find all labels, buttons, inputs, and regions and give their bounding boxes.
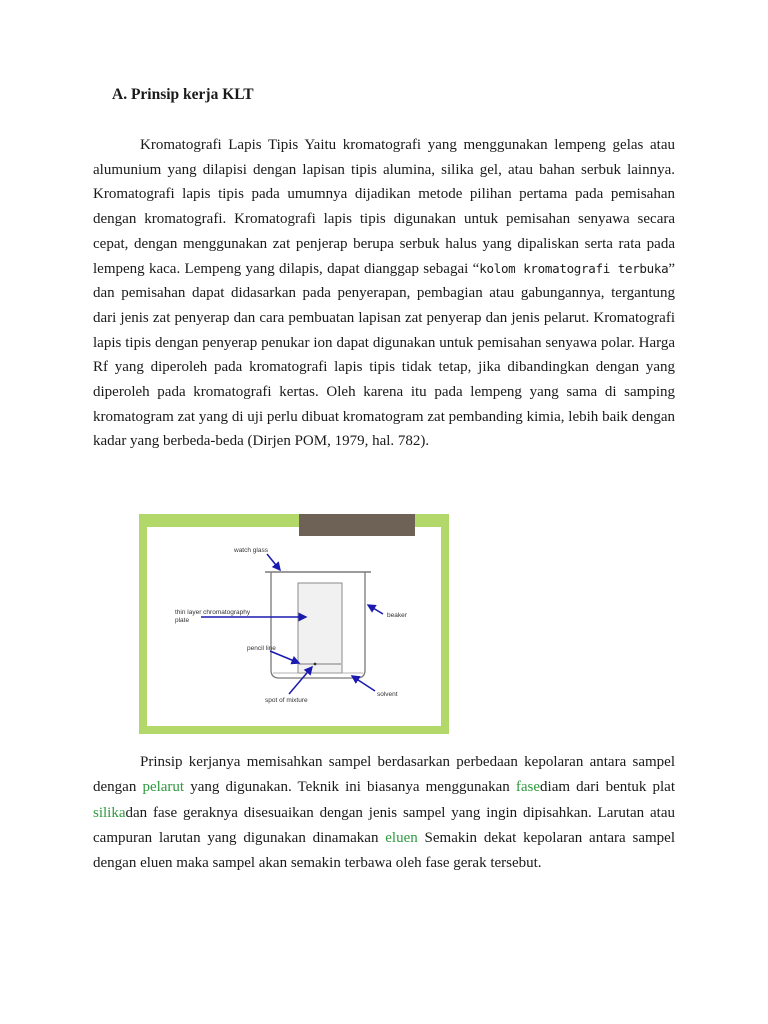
label-solvent: solvent — [377, 691, 398, 698]
link-fase[interactable]: fase — [515, 779, 541, 796]
paragraph-text: ” dan pemisahan dapat didasarkan pada penyerapan, pembagian atau gabungannya, tergantung dari jenis zat penyerap dan cara pembuatan lapisan zat penyerap dan jenis pelarut. Kromatografi lapis tipis dengan penyerap penukar ion dapat digunakan untuk pemisahan senyawa polar. Harga Rf yang diperoleh pada kromatografi lapis tipis tidak tetap, jika dibandingkan dengan yang diperoleh pada kromatografi kertas. Oleh karena itu pada lempeng yang sama di samping kromatogram zat yang di uji perlu dibuat kromatogram zat pembanding kimia, lebih baik dengan kadar yang berbeda-beda (Dirjen POM, 1979, hal. 782). — [93, 260, 675, 450]
label-watch-glass: watch glass — [234, 547, 268, 554]
paragraph-working-principle — [93, 750, 675, 876]
label-plate-line1: thin layer chromatography — [175, 609, 251, 616]
paragraph-text: Semakin dekat kepolaran antara sampel dengan eluen maka sampel akan semakin terbawa oleh fase gerak tersebut. — [93, 829, 675, 872]
mono-term: kolom kromatografi terbuka — [479, 260, 669, 276]
tlc-diagram-figure — [139, 514, 449, 734]
spot-of-mixture — [314, 663, 317, 666]
paragraph-text: yang digunakan. Teknik ini biasanya menggunakan — [184, 779, 516, 796]
paragraph-text: dan fase geraknya disesuaikan dengan jenis sampel yang ingin dipisahkan. Larutan atau campuran larutan yang digunakan dinamakan — [93, 804, 675, 846]
label-plate-line2: plate — [175, 617, 190, 624]
paragraph-text: Kromatografi Lapis Tipis Yaitu kromatografi yang menggunakan lempeng gelas atau alumunium yang dilapisi dengan lapisan tipis alumina, silika gel, atau bahan serbuk lainnya. Kromatografi lapis tipis pada umumnya dijadikan metode pilihan pertama pada pemisahan dengan kromatografi. Kromatografi lapis tipis digunakan untuk pemisahan senyawa secara cepat, dengan menggunakan zat penjerap berupa serbuk halus yang dipaliskan serta rata pada lempeng kaca. Lempeng yang dilapis, dapat dianggap sebagai “ — [93, 137, 675, 277]
label-spot-of-mixture: spot of mixture — [265, 697, 308, 704]
paragraph-text: Prinsip kerjanya memisahkan sampel berdasarkan perbedaan kepolaran antara sampel dengan — [93, 754, 675, 796]
link-silika[interactable]: silika — [93, 804, 126, 821]
tlc-plate — [298, 583, 342, 673]
figure-tab — [299, 514, 415, 536]
tlc-diagram — [139, 514, 449, 734]
section-heading: A. Prinsip kerja KLT — [112, 86, 254, 103]
label-pencil-line: pencil line — [247, 645, 276, 652]
paragraph-text: diam dari bentuk plat — [540, 779, 675, 796]
link-eluen[interactable]: eluen — [385, 829, 418, 846]
link-pelarut[interactable]: pelarut — [142, 779, 185, 796]
paragraph-klt-definition — [93, 133, 675, 454]
label-beaker: beaker — [387, 612, 407, 619]
